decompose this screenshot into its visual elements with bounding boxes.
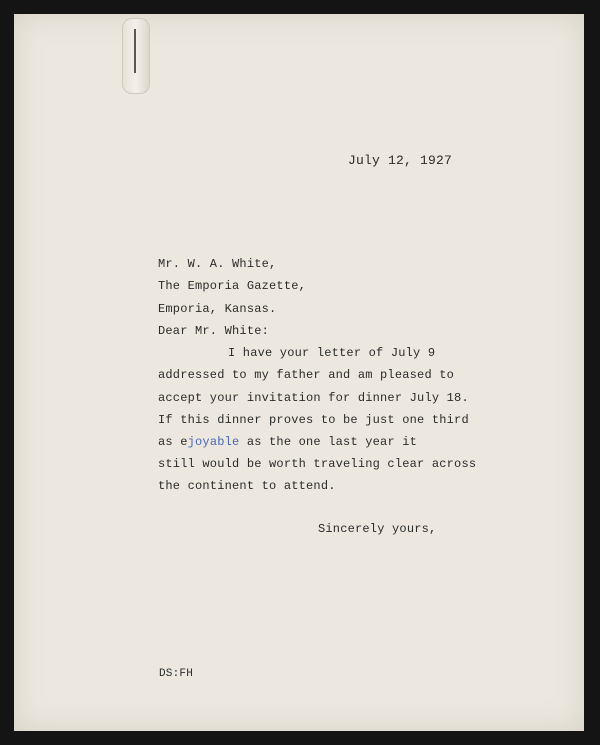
salutation: Dear Mr. White: — [158, 324, 270, 338]
body-line-7: the continent to attend. — [158, 479, 336, 493]
body-line-2: addressed to my father and am pleased to — [158, 368, 455, 382]
clip-slot — [134, 29, 136, 73]
recipient-location: Emporia, Kansas. — [158, 302, 277, 316]
corrected-word: joyable — [187, 435, 240, 449]
reference-initials: DS:FH — [159, 668, 194, 680]
body-line-3: accept your invitation for dinner July 18. — [158, 391, 469, 405]
recipient-organization: The Emporia Gazette, — [158, 279, 307, 293]
body-line-1: I have your letter of July 9 — [228, 346, 436, 360]
body-line-6: still would be worth traveling clear across — [158, 457, 477, 471]
letter-date: July 12, 1927 — [348, 153, 453, 168]
closing: Sincerely yours, — [318, 522, 437, 536]
body-line-5 — [158, 436, 417, 448]
body-line-5-start: as e — [158, 435, 188, 449]
body-line-5-end: as the one last year it — [239, 435, 418, 449]
recipient-name: Mr. W. A. White, — [158, 257, 277, 271]
letter-page — [14, 14, 584, 731]
paper-clip-icon — [122, 18, 150, 94]
body-line-4: If this dinner proves to be just one third — [158, 413, 469, 427]
